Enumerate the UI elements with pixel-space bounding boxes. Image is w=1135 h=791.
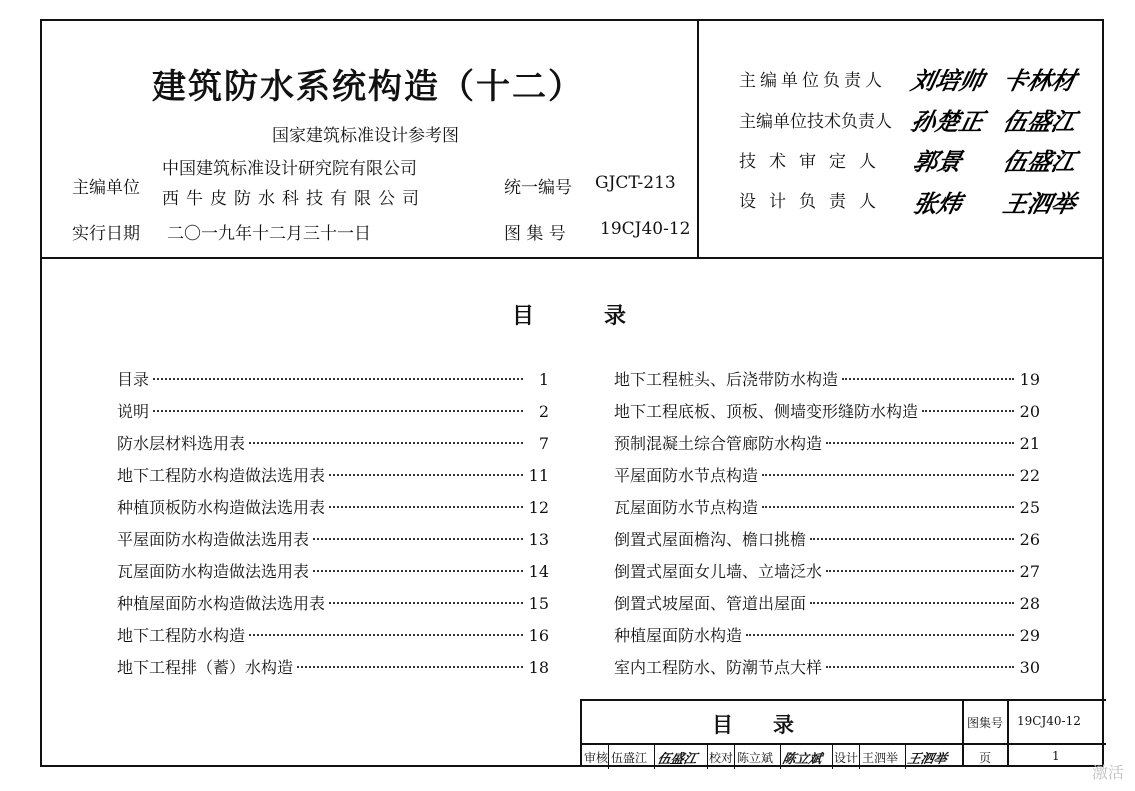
effective-date-value: 二〇一九年十二月三十一日 xyxy=(167,224,371,244)
toc-leader-dots xyxy=(762,474,1014,476)
toc-entry-page: 7 xyxy=(538,434,549,453)
toc-leader-dots xyxy=(826,442,1014,444)
toc-leader-dots xyxy=(297,666,523,668)
page-value: 1 xyxy=(1052,749,1060,763)
editor-label: 主编单位 xyxy=(72,178,140,198)
toc-entry xyxy=(614,623,1040,655)
title-block-atlas-label: 图集号 xyxy=(967,716,1004,730)
toc-entry-title: 防水层材料选用表 xyxy=(117,434,246,453)
toc-entry-page: 27 xyxy=(1019,562,1040,581)
atlas-title: 建筑防水系统构造（十二） xyxy=(152,67,584,107)
title-block-cell-line xyxy=(654,743,655,769)
toc-entry-title: 种植顶板防水构造做法选用表 xyxy=(117,498,326,517)
toc-entry-title: 平屋面防水构造做法选用表 xyxy=(117,530,310,549)
atlas-number-label: 图 集 号 xyxy=(504,224,566,244)
toc-leader-dots xyxy=(810,538,1014,540)
title-block-vline xyxy=(962,701,964,767)
toc-entry xyxy=(117,655,549,687)
toc-entry-title: 种植屋面防水构造做法选用表 xyxy=(117,594,326,613)
toc-entry xyxy=(117,367,549,399)
signature-technical-1: 孙楚正 xyxy=(908,108,987,136)
signature-review-1: 郭景 xyxy=(910,148,965,176)
toc-leader-dots xyxy=(922,410,1014,412)
title-block-title-char-2: 录 xyxy=(773,712,794,737)
toc-entry-page: 20 xyxy=(1019,402,1040,421)
toc-entry-page: 11 xyxy=(528,466,549,485)
toc-entry-title: 种植屋面防水构造 xyxy=(614,626,743,645)
toc-leader-dots xyxy=(746,634,1014,636)
toc-entry xyxy=(117,399,549,431)
toc-leader-dots xyxy=(153,410,523,412)
drawing-frame xyxy=(40,19,1104,767)
toc-entry-page: 14 xyxy=(528,562,549,581)
toc-entry-title: 倒置式屋面檐沟、檐口挑檐 xyxy=(614,530,807,549)
signature-chief-unit-2: 卡林材 xyxy=(1000,67,1079,95)
watermark-text: 激活 xyxy=(1092,763,1125,782)
toc-entry-page: 2 xyxy=(538,402,549,421)
toc-right-column xyxy=(614,367,1040,687)
page-label: 页 xyxy=(979,751,992,765)
toc-leader-dots xyxy=(842,378,1014,380)
review-name: 伍盛江 xyxy=(611,751,648,765)
design-name: 王泗举 xyxy=(862,751,899,765)
toc-entry-page: 25 xyxy=(1019,498,1040,517)
title-block xyxy=(580,699,1106,767)
toc-heading-char-2: 录 xyxy=(604,303,627,329)
signature-design-1: 张炜 xyxy=(910,190,965,218)
toc-entry xyxy=(117,559,549,591)
toc-entry xyxy=(614,495,1040,527)
toc-entry xyxy=(614,527,1040,559)
toc-entry-page: 15 xyxy=(528,594,549,613)
toc-entry-page: 16 xyxy=(528,626,549,645)
title-block-vline xyxy=(1007,701,1009,767)
toc-entry-page: 18 xyxy=(528,658,549,677)
check-label: 校对 xyxy=(709,751,734,765)
title-block-cell-line xyxy=(859,743,860,769)
toc-entry-page: 30 xyxy=(1019,658,1040,677)
toc-entry xyxy=(614,655,1040,687)
title-block-cell-line xyxy=(707,743,708,769)
toc-left-column xyxy=(117,367,549,687)
toc-entry-title: 说明 xyxy=(117,402,150,421)
title-block-atlas-value: 19CJ40-12 xyxy=(1017,714,1081,728)
resp-label-design: 设计负责人 xyxy=(739,192,889,212)
design-signature: 王泗举 xyxy=(905,752,949,767)
toc-leader-dots xyxy=(826,570,1014,572)
review-label: 审核 xyxy=(584,751,609,765)
toc-entry xyxy=(117,623,549,655)
toc-leader-dots xyxy=(329,474,523,476)
toc-entry xyxy=(117,495,549,527)
toc-entry-page: 1 xyxy=(538,370,549,389)
toc-entry-page: 28 xyxy=(1019,594,1040,613)
toc-leader-dots xyxy=(329,506,523,508)
toc-heading xyxy=(512,299,696,330)
header-divider-horizontal xyxy=(42,257,1102,259)
toc-entry xyxy=(117,591,549,623)
toc-entry-page: 13 xyxy=(528,530,549,549)
signature-review-2: 伍盛江 xyxy=(1000,148,1079,176)
toc-entry-title: 地下工程底板、顶板、侧墙变形缝防水构造 xyxy=(614,402,919,421)
toc-entry-title: 地下工程防水构造 xyxy=(117,626,246,645)
header-divider-vertical xyxy=(697,21,699,257)
toc-entry-title: 预制混凝土综合管廊防水构造 xyxy=(614,434,823,453)
resp-label-technical: 主编单位技术负责人 xyxy=(739,112,892,132)
check-signature: 陈立斌 xyxy=(780,752,824,767)
design-label: 设计 xyxy=(834,751,859,765)
toc-entry-page: 22 xyxy=(1019,466,1040,485)
title-block-title-char-1: 目 xyxy=(712,712,733,737)
signature-chief-unit-1: 刘培帅 xyxy=(908,67,987,95)
toc-leader-dots xyxy=(329,602,523,604)
toc-leader-dots xyxy=(313,538,523,540)
unified-number-value: GJCT-213 xyxy=(595,173,676,193)
toc-entry xyxy=(117,431,549,463)
effective-date-label: 实行日期 xyxy=(72,224,140,244)
toc-entry-page: 19 xyxy=(1019,370,1040,389)
toc-leader-dots xyxy=(249,634,523,636)
toc-entry-title: 瓦屋面防水构造做法选用表 xyxy=(117,562,310,581)
toc-entry xyxy=(614,431,1040,463)
title-block-cell-line xyxy=(608,743,609,769)
title-block-divider xyxy=(582,743,1106,745)
unified-number-label: 统一编号 xyxy=(504,178,572,198)
toc-leader-dots xyxy=(810,602,1014,604)
resp-label-review: 技术审定人 xyxy=(739,152,889,172)
toc-entry-title: 瓦屋面防水节点构造 xyxy=(614,498,759,517)
toc-entry xyxy=(614,559,1040,591)
toc-heading-char-1: 目 xyxy=(512,303,535,329)
signature-technical-2: 伍盛江 xyxy=(1000,108,1079,136)
toc-entry-title: 平屋面防水节点构造 xyxy=(614,466,759,485)
editor-org-1: 中国建筑标准设计研究院有限公司 xyxy=(162,159,417,179)
toc-entry xyxy=(117,527,549,559)
toc-entry-title: 室内工程防水、防潮节点大样 xyxy=(614,658,823,677)
atlas-number-value: 19CJ40-12 xyxy=(600,219,691,239)
signature-design-2: 王泗举 xyxy=(1000,190,1079,218)
toc-entry xyxy=(614,367,1040,399)
toc-entry xyxy=(614,463,1040,495)
toc-entry-title: 倒置式屋面女儿墙、立墙泛水 xyxy=(614,562,823,581)
toc-leader-dots xyxy=(826,666,1014,668)
title-block-title xyxy=(712,709,834,739)
check-name: 陈立斌 xyxy=(737,751,774,765)
toc-entry-title: 地下工程防水构造做法选用表 xyxy=(117,466,326,485)
toc-entry-page: 29 xyxy=(1019,626,1040,645)
title-block-cell-line xyxy=(832,743,833,769)
toc-leader-dots xyxy=(313,570,523,572)
toc-entry-page: 21 xyxy=(1019,434,1040,453)
editor-org-2: 西牛皮防水科技有限公司 xyxy=(162,189,426,209)
review-signature: 伍盛江 xyxy=(655,752,699,767)
toc-leader-dots xyxy=(249,442,523,444)
toc-entry-page: 12 xyxy=(528,498,549,517)
toc-leader-dots xyxy=(762,506,1014,508)
title-block-cell-line xyxy=(734,743,735,769)
toc-entry-title: 地下工程排（蓄）水构造 xyxy=(117,658,294,677)
toc-entry-title: 倒置式坡屋面、管道出屋面 xyxy=(614,594,807,613)
toc-entry-title: 地下工程桩头、后浇带防水构造 xyxy=(614,370,839,389)
toc-entry xyxy=(614,399,1040,431)
toc-entry-page: 26 xyxy=(1019,530,1040,549)
toc-entry xyxy=(117,463,549,495)
atlas-subtitle: 国家建筑标准设计参考图 xyxy=(272,126,459,146)
toc-entry xyxy=(614,591,1040,623)
toc-leader-dots xyxy=(153,378,523,380)
toc-entry-title: 目录 xyxy=(117,370,150,389)
resp-label-chief-unit: 主编单位负责人 xyxy=(739,71,886,91)
